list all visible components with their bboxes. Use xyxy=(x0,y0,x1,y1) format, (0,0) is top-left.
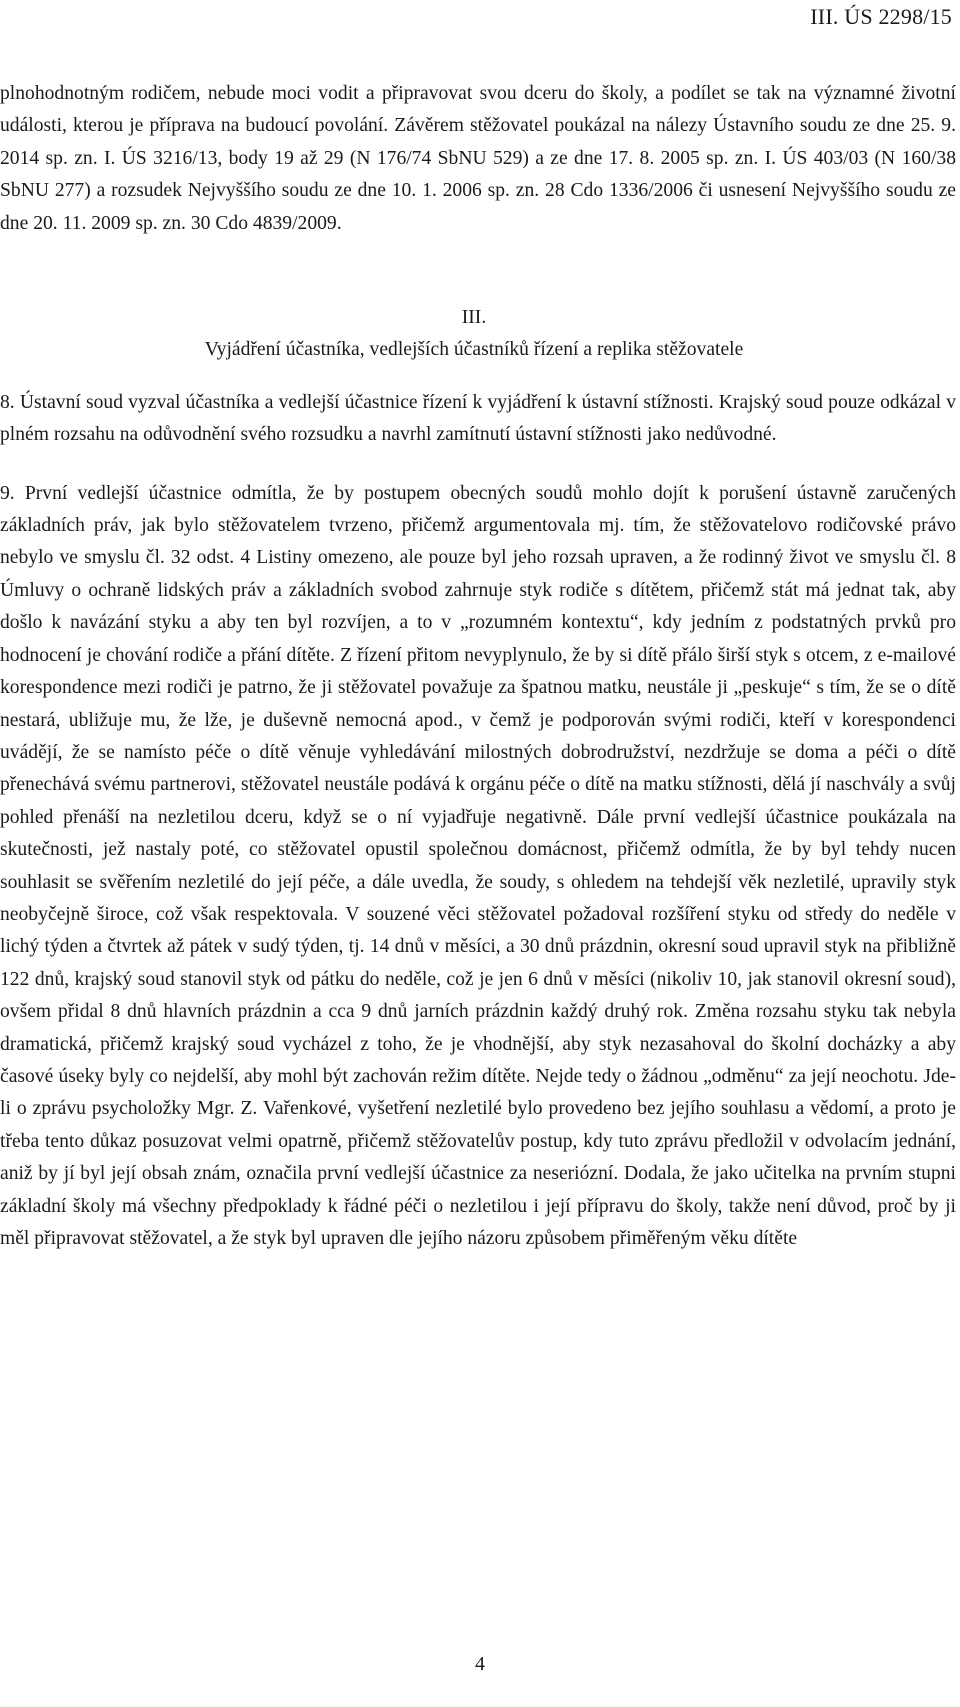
spacer xyxy=(0,452,956,478)
spacer xyxy=(0,367,956,387)
case-reference-header: III. ÚS 2298/15 xyxy=(810,4,952,29)
paragraph-9: 9. První vedlejší účastnice odmítla, že by postupem obecných soudů mohlo dojít k porušení ústavně zaručených základních práv, jak bylo stěžovatelem tvrzeno, přičemž argumentovala mj. tím, že stěžovatelovo rodičovské právo nebylo ve smyslu čl. 32 odst. 4 Listiny omezeno, ale pouze byl jeho rozsah upraven, a že rodinný život ve smyslu čl. 8 Úmluvy o ochraně lidských práv a základních svobod zahrnuje styk rodiče s dítětem, přičemž stát má jednat tak, aby došlo k navázání styku a aby ten byl rozvíjen, a to v „rozumném kontextu“, kdy jedním z podstatných prvků pro hodnocení je chování rodiče a přání dítěte. Z řízení přitom nevyplynulo, že by si dítě přálo širší styk s otcem, z e-mailové korespondence mezi rodiči je patrno, že ji stěžovatel považuje za špatnou matku, neustále ji „peskuje“ s tím, že se o dítě nestará, ubližuje mu, že lže, je duševně nemocná apod., v čemž je podporován svými rodiči, kteří v korespondenci uvádějí, že se namísto péče o dítě věnuje vyhledávání milostných dobrodružství, nezdržuje se doma a péči o dítě přenechává svému partnerovi, stěžovatel neustále podává k orgánu péče o dítě na matku stížnosti, dělá jí naschvály a svůj pohled přenáší na nezletilou dceru, když se o ní vyjadřuje negativně. Dále první vedlejší účastnice poukázala na skutečnosti, jež nastaly poté, co stěžovatel opustil společnou domácnost, přičemž odmítla, že by byl tehdy nucen souhlasit se svěřením nezletilé do její péče, a dále uvedla, že soudy, s ohledem na tehdejší věk nezletilé, upravily styk neobyčejně široce, což však respektovala. V souzené věci stěžovatel požadoval rozšíření styku od středy do neděle v lichý týden a čtvrtek až pátek v sudý týden, tj. 14 dnů v měsíci, a 30 dnů prázdnin, okresní soud upravil styk na přibližně 122 dnů, krajský soud stanovil styk od pátku do neděle, což je jen 6 dnů v měsíci (nikoliv 10, jak stanovil okresní soud), ovšem přidal 8 dnů hlavních prázdnin a cca 9 dnů jarních prázdnin každý druhý rok. Změna rozsahu styku tak nebyla dramatická, přičemž krajský soud vycházel z toho, že je vhodnější, aby styk nezasahoval do školní docházky a aby časové úseky byly co nejdelší, aby mohl být zachován režim dítěte. Nejde tedy o žádnou „odměnu“ za její neochotu. Jde-li o zprávu psycholožky Mgr. Z. Vařenkové, vyšetření nezletilé bylo provedeno bez jejího souhlasu a vědomí, a proto je třeba tento důkaz posuzovat velmi opatrně, přičemž stěžovatelův postup, kdy tuto zprávu předložil v odvolacím jednání, aniž by jí byl její obsah znám, označila první vedlejší účastnice za neseriózní. Dodala, že jako učitelka na prvním stupni základní školy má všechny předpoklady k řádné péči o nezletilou i její přípravu do školy, takže není důvod, proč by ji měl připravovat stěžovatel, a že styk byl upraven dle jejího názoru způsobem přiměřeným věku dítěte xyxy=(0,482,956,1249)
spacer xyxy=(0,240,956,302)
paragraph-intro: plnohodnotným rodičem, nebude moci vodit a připravovat svou dceru do školy, a podílet se tak na významné životní události, kterou je příprava na budoucí povolání. Závěrem stěžovatel poukázal na nálezy Ústavního soudu ze dne 25. 9. 2014 sp. zn. I. ÚS 3216/13, body 19 až 29 (N 176/74 SbNU 529) a ze dne 17. 8. 2005 sp. zn. I. ÚS 403/03 (N 160/38 SbNU 277) a rozsudek Nejvyššího soudu ze dne 10. 1. 2006 sp. zn. 28 Cdo 1336/2006 či usnesení Nejvyššího soudu ze dne 20. 11. 2009 sp. zn. 30 Cdo 4839/2009. xyxy=(0,83,956,234)
section-title: Vyjádření účastníka, vedlejších účastníků řízení a replika stěžovatele xyxy=(204,339,744,361)
section-number: III. xyxy=(461,307,487,329)
page-number: 4 xyxy=(475,1653,485,1675)
section-heading xyxy=(0,302,956,367)
document-body xyxy=(0,78,956,1255)
paragraph-8: 8. Ústavní soud vyzval účastníka a vedlejší účastnice řízení k vyjádření k ústavní stížnosti. Krajský soud pouze odkázal v plném rozsahu na odůvodnění svého rozsudku a navrhl zamítnutí ústavní stížnosti jako nedůvodné. xyxy=(0,391,956,446)
